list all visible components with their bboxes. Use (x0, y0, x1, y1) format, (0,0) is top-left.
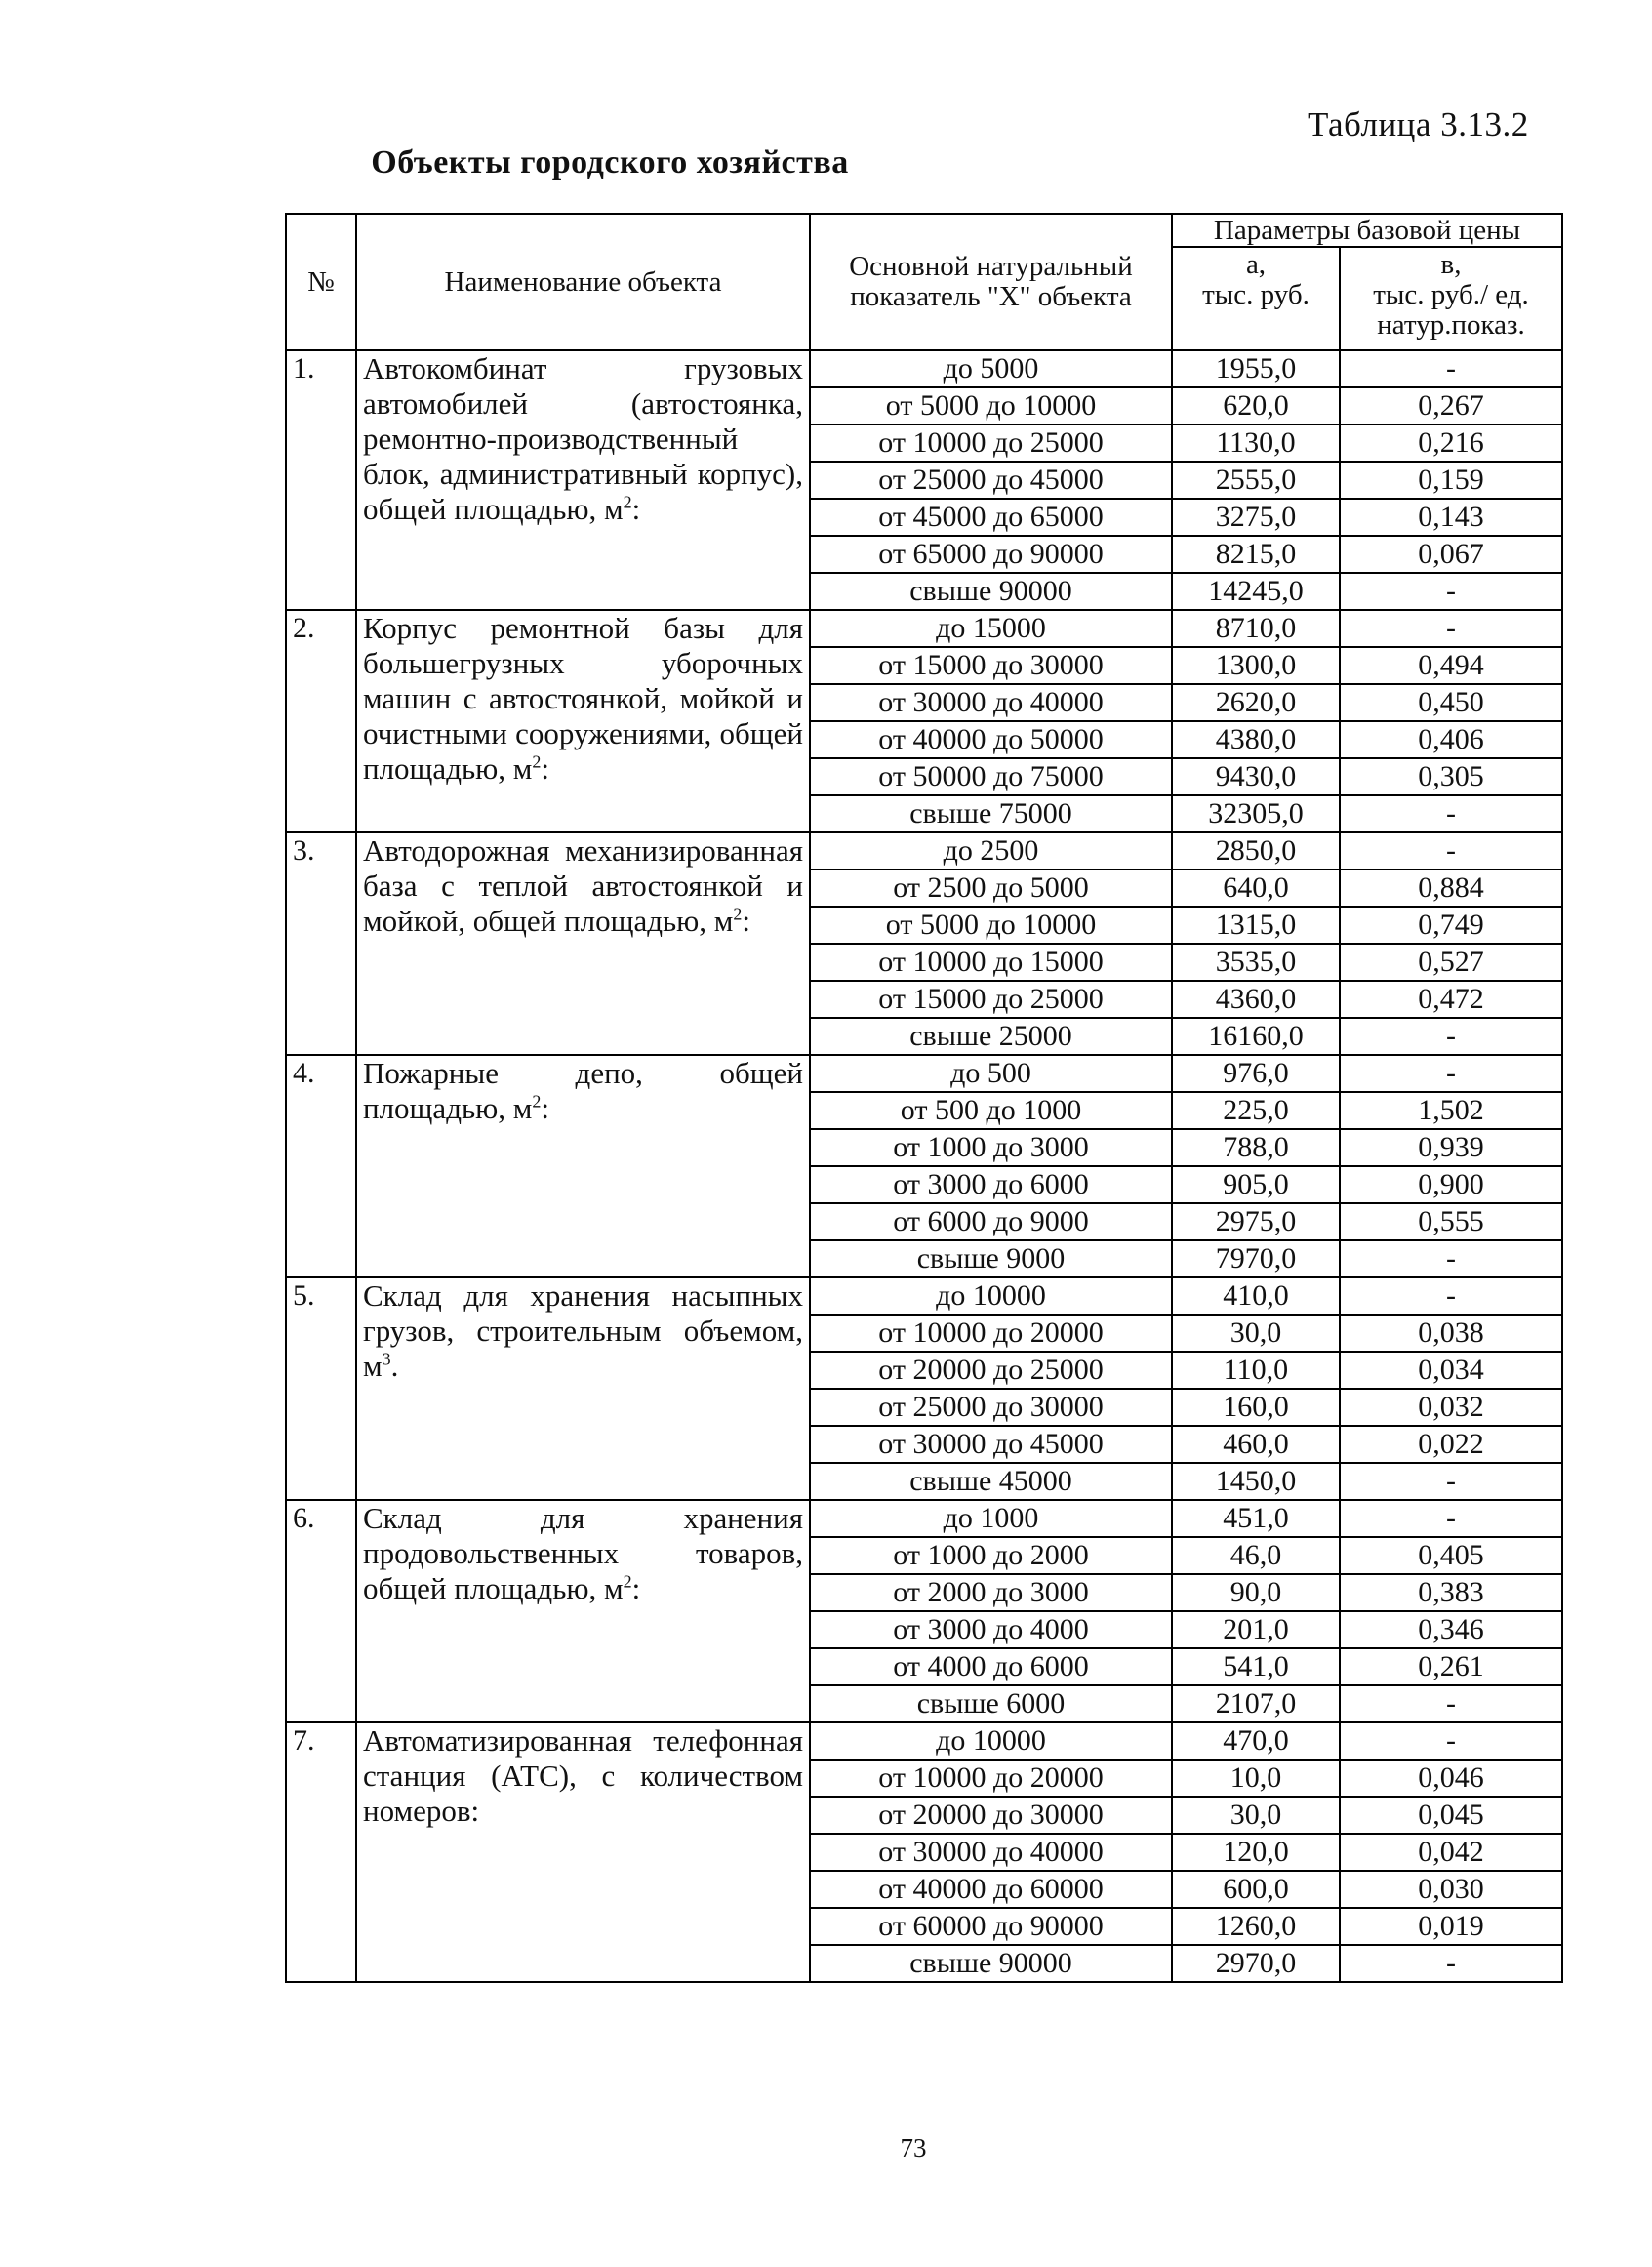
object-number: 6. (286, 1500, 356, 1722)
param-a-value: 46,0 (1172, 1537, 1340, 1574)
object-name-suffix: : (541, 1091, 550, 1125)
indicator-range: от 5000 до 10000 (810, 387, 1172, 425)
param-b-value: - (1340, 610, 1562, 647)
param-b-value: 0,030 (1340, 1871, 1562, 1908)
indicator-range: от 2500 до 5000 (810, 870, 1172, 907)
indicator-range: от 3000 до 6000 (810, 1166, 1172, 1203)
indicator-range: свыше 90000 (810, 1945, 1172, 1982)
indicator-range: от 5000 до 10000 (810, 907, 1172, 944)
page-number-text: 73 (900, 2133, 927, 2163)
indicator-range: до 2500 (810, 832, 1172, 870)
object-number: 4. (286, 1055, 356, 1277)
indicator-range: от 40000 до 50000 (810, 721, 1172, 758)
param-b-value: 0,749 (1340, 907, 1562, 944)
param-b-value: 0,261 (1340, 1648, 1562, 1685)
param-a-value: 788,0 (1172, 1129, 1340, 1166)
object-name-suffix: : (631, 492, 641, 526)
param-a-value: 30,0 (1172, 1315, 1340, 1352)
param-a-value: 3535,0 (1172, 944, 1340, 981)
param-a-value: 541,0 (1172, 1648, 1340, 1685)
param-a-value: 410,0 (1172, 1277, 1340, 1315)
param-a-value: 225,0 (1172, 1092, 1340, 1129)
indicator-range: от 60000 до 90000 (810, 1908, 1172, 1945)
param-b-value: 0,045 (1340, 1797, 1562, 1834)
object-name-suffix: : (631, 1571, 641, 1605)
param-b-value: 0,143 (1340, 499, 1562, 536)
param-a-value: 8215,0 (1172, 536, 1340, 573)
table-body (286, 350, 1562, 1982)
param-b-value: - (1340, 573, 1562, 610)
param-a-value: 1315,0 (1172, 907, 1340, 944)
header-b (1340, 247, 1562, 350)
object-name (356, 1722, 810, 1982)
indicator-range: от 3000 до 4000 (810, 1611, 1172, 1648)
param-b-value: 0,216 (1340, 425, 1562, 462)
param-a-value: 2975,0 (1172, 1203, 1340, 1240)
param-b-value: - (1340, 1500, 1562, 1537)
header-indicator-line2: показатель "Х" объекта (850, 281, 1132, 312)
param-a-value: 976,0 (1172, 1055, 1340, 1092)
price-table (285, 213, 1563, 1983)
table-row (286, 832, 1562, 870)
indicator-range: от 65000 до 90000 (810, 536, 1172, 573)
indicator-range: до 15000 (810, 610, 1172, 647)
object-name-suffix: : (541, 751, 550, 786)
indicator-range: свыше 9000 (810, 1240, 1172, 1277)
object-name-text: Автокомбинат грузовых автомобилей (автостоянка, ремонтно-производственный блок, административный корпус), общей площадью, м (363, 351, 803, 526)
header-b-line2: тыс. руб./ ед. (1373, 279, 1529, 310)
object-number: 2. (286, 610, 356, 832)
param-b-value: 0,305 (1340, 758, 1562, 795)
indicator-range: до 1000 (810, 1500, 1172, 1537)
param-a-value: 90,0 (1172, 1574, 1340, 1611)
param-b-value: 0,406 (1340, 721, 1562, 758)
param-a-value: 3275,0 (1172, 499, 1340, 536)
indicator-range: от 30000 до 40000 (810, 1834, 1172, 1871)
param-b-value: 0,405 (1340, 1537, 1562, 1574)
object-name-text: Пожарные депо, общей площадью, м (363, 1056, 803, 1125)
object-name (356, 832, 810, 1055)
param-a-value: 16160,0 (1172, 1018, 1340, 1055)
param-a-value: 8710,0 (1172, 610, 1340, 647)
param-a-value: 1130,0 (1172, 425, 1340, 462)
table-row (286, 1277, 1562, 1315)
unit-power: 2 (532, 1091, 542, 1112)
param-b-value: 0,042 (1340, 1834, 1562, 1871)
object-name-suffix: . (390, 1349, 399, 1383)
indicator-range: до 10000 (810, 1722, 1172, 1760)
param-a-value: 2620,0 (1172, 684, 1340, 721)
param-b-value: - (1340, 1945, 1562, 1982)
object-name-text: Склад для хранения продовольственных товаров, общей площадью, м (363, 1501, 803, 1605)
param-a-value: 1300,0 (1172, 647, 1340, 684)
object-name-text: Автодорожная механизированная база с теплой автостоянкой и мойкой, общей площадью, м (363, 833, 803, 938)
indicator-range: от 40000 до 60000 (810, 1871, 1172, 1908)
unit-power: 2 (733, 904, 743, 924)
param-a-value: 30,0 (1172, 1797, 1340, 1834)
indicator-range: свыше 45000 (810, 1463, 1172, 1500)
object-name-text: Корпус ремонтной базы для большегрузных уборочных машин с автостоянкой, мойкой и очистными сооружениями, общей площадью, м (363, 611, 803, 786)
unit-power: 3 (382, 1349, 391, 1369)
indicator-range: свыше 25000 (810, 1018, 1172, 1055)
table-label: Таблица 3.13.2 (1308, 105, 1529, 143)
param-b-value: 0,472 (1340, 981, 1562, 1018)
object-name-text: Склад для хранения насыпных грузов, строительным объемом, м (363, 1278, 803, 1383)
object-name (356, 1500, 810, 1722)
param-b-value: 0,555 (1340, 1203, 1562, 1240)
param-b-value: 0,159 (1340, 462, 1562, 499)
param-a-value: 2970,0 (1172, 1945, 1340, 1982)
indicator-range: от 25000 до 30000 (810, 1389, 1172, 1426)
param-b-value: 0,046 (1340, 1760, 1562, 1797)
param-b-value: 0,383 (1340, 1574, 1562, 1611)
object-name (356, 350, 810, 610)
param-b-value: - (1340, 1277, 1562, 1315)
indicator-range: от 500 до 1000 (810, 1092, 1172, 1129)
param-b-value: 0,034 (1340, 1352, 1562, 1389)
indicator-range: от 4000 до 6000 (810, 1648, 1172, 1685)
indicator-range: от 10000 до 25000 (810, 425, 1172, 462)
unit-power: 2 (532, 751, 542, 772)
param-b-value: 0,067 (1340, 536, 1562, 573)
param-b-value: - (1340, 1463, 1562, 1500)
param-b-value: - (1340, 1685, 1562, 1722)
param-b-value: 0,038 (1340, 1315, 1562, 1352)
param-b-value: 0,267 (1340, 387, 1562, 425)
param-b-value: 0,032 (1340, 1389, 1562, 1426)
param-a-value: 2107,0 (1172, 1685, 1340, 1722)
header-params: Параметры базовой цены (1172, 214, 1562, 247)
table-row (286, 1055, 1562, 1092)
param-a-value: 110,0 (1172, 1352, 1340, 1389)
indicator-range: от 25000 до 45000 (810, 462, 1172, 499)
param-a-value: 201,0 (1172, 1611, 1340, 1648)
param-a-value: 4360,0 (1172, 981, 1340, 1018)
param-b-value: - (1340, 350, 1562, 387)
header-a-line2: тыс. руб. (1202, 279, 1310, 310)
page-title (0, 144, 1652, 182)
param-b-value: 0,022 (1340, 1426, 1562, 1463)
param-b-value: 0,494 (1340, 647, 1562, 684)
param-b-value: 0,450 (1340, 684, 1562, 721)
param-a-value: 1260,0 (1172, 1908, 1340, 1945)
indicator-range: от 15000 до 25000 (810, 981, 1172, 1018)
param-a-value: 460,0 (1172, 1426, 1340, 1463)
header-b-line3: натур.показ. (1377, 309, 1525, 341)
param-a-value: 905,0 (1172, 1166, 1340, 1203)
header-indicator-line1: Основной натуральный (849, 251, 1133, 282)
param-b-value: - (1340, 1055, 1562, 1092)
indicator-range: от 10000 до 20000 (810, 1315, 1172, 1352)
param-b-value: - (1340, 1722, 1562, 1760)
object-number: 3. (286, 832, 356, 1055)
header-b-line1: в, (1440, 249, 1462, 280)
param-a-value: 1955,0 (1172, 350, 1340, 387)
indicator-range: от 6000 до 9000 (810, 1203, 1172, 1240)
param-b-value: 1,502 (1340, 1092, 1562, 1129)
param-a-value: 160,0 (1172, 1389, 1340, 1426)
indicator-range: от 20000 до 30000 (810, 1797, 1172, 1834)
indicator-range: от 20000 до 25000 (810, 1352, 1172, 1389)
indicator-range: до 5000 (810, 350, 1172, 387)
unit-power: 2 (623, 1571, 632, 1592)
param-b-value: 0,019 (1340, 1908, 1562, 1945)
param-a-value: 32305,0 (1172, 795, 1340, 832)
param-b-value: 0,527 (1340, 944, 1562, 981)
param-a-value: 120,0 (1172, 1834, 1340, 1871)
param-b-value: - (1340, 1018, 1562, 1055)
indicator-range: от 1000 до 2000 (810, 1537, 1172, 1574)
param-b-value: 0,884 (1340, 870, 1562, 907)
param-a-value: 14245,0 (1172, 573, 1340, 610)
indicator-range: свыше 75000 (810, 795, 1172, 832)
param-b-value: - (1340, 1240, 1562, 1277)
indicator-range: свыше 6000 (810, 1685, 1172, 1722)
object-name (356, 1277, 810, 1500)
param-a-value: 2850,0 (1172, 832, 1340, 870)
object-name-text: Автоматизированная телефонная станция (АТС), с количеством номеров: (363, 1723, 803, 1828)
page-number (0, 2133, 1652, 2164)
param-b-value: 0,346 (1340, 1611, 1562, 1648)
indicator-range: от 1000 до 3000 (810, 1129, 1172, 1166)
param-a-value: 640,0 (1172, 870, 1340, 907)
param-b-value: 0,900 (1340, 1166, 1562, 1203)
param-a-value: 7970,0 (1172, 1240, 1340, 1277)
param-a-value: 470,0 (1172, 1722, 1340, 1760)
indicator-range: до 10000 (810, 1277, 1172, 1315)
header-a-line1: а, (1245, 249, 1267, 280)
indicator-range: от 2000 до 3000 (810, 1574, 1172, 1611)
object-name (356, 610, 810, 832)
table-header (286, 214, 1562, 350)
object-number: 5. (286, 1277, 356, 1500)
param-a-value: 600,0 (1172, 1871, 1340, 1908)
param-a-value: 10,0 (1172, 1760, 1340, 1797)
table-row (286, 610, 1562, 647)
indicator-range: от 50000 до 75000 (810, 758, 1172, 795)
param-b-value: 0,939 (1340, 1129, 1562, 1166)
indicator-range: до 500 (810, 1055, 1172, 1092)
indicator-range: от 10000 до 20000 (810, 1760, 1172, 1797)
indicator-range: от 30000 до 40000 (810, 684, 1172, 721)
header-indicator (810, 214, 1172, 350)
page-title-text: Объекты городского хозяйства (371, 144, 849, 181)
param-a-value: 4380,0 (1172, 721, 1340, 758)
header-a (1172, 247, 1340, 350)
object-number: 1. (286, 350, 356, 610)
param-a-value: 2555,0 (1172, 462, 1340, 499)
indicator-range: от 15000 до 30000 (810, 647, 1172, 684)
indicator-range: от 45000 до 65000 (810, 499, 1172, 536)
object-number: 7. (286, 1722, 356, 1982)
object-name (356, 1055, 810, 1277)
header-no: № (286, 214, 356, 350)
param-a-value: 620,0 (1172, 387, 1340, 425)
table-row (286, 1500, 1562, 1537)
unit-power: 2 (623, 492, 632, 512)
param-a-value: 1450,0 (1172, 1463, 1340, 1500)
param-a-value: 451,0 (1172, 1500, 1340, 1537)
table-row (286, 1722, 1562, 1760)
param-b-value: - (1340, 832, 1562, 870)
param-b-value: - (1340, 795, 1562, 832)
indicator-range: от 10000 до 15000 (810, 944, 1172, 981)
object-name-suffix: : (742, 904, 751, 938)
header-name: Наименование объекта (356, 214, 810, 350)
param-a-value: 9430,0 (1172, 758, 1340, 795)
indicator-range: от 30000 до 45000 (810, 1426, 1172, 1463)
table-row (286, 350, 1562, 387)
indicator-range: свыше 90000 (810, 573, 1172, 610)
